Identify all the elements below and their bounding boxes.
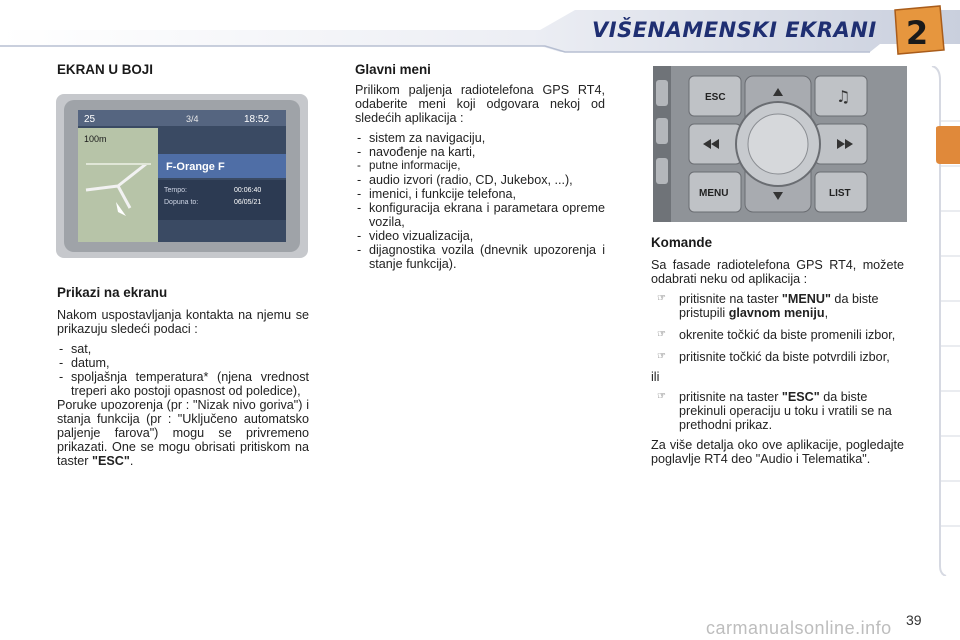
main-menu-section [355,63,605,271]
header-band [0,0,960,52]
main-menu-ref: glavnom meniju [728,306,825,320]
commands-intro: Sa fasade radiotelefona GPS RT4, možete odabrati neku od aplikacija : [651,258,904,286]
list-item: - datum, [57,356,309,370]
esc-button[interactable]: ESC [705,92,726,103]
screen-field2-value: 06/05/21 [234,199,262,206]
step-item: ☞ okrenite točkić da biste promenili izbor, [657,328,896,342]
color-screen-photo [56,94,308,258]
displays-section [57,286,309,468]
screen-field1-value: 00:06:40 [234,187,262,194]
chapter-number: 2 [905,14,929,52]
esc-key-ref: "ESC" [92,454,130,468]
section-heading-displays: Prikazi na ekranu [57,285,168,300]
section-heading-commands: Komande [651,235,713,250]
esc-key-ref: "ESC" [781,390,820,404]
menu-key-ref: "MENU" [781,292,831,306]
warnings-note-end: . [129,454,134,468]
main-menu-list [355,131,605,271]
list-item: - spoljašnja temperatura* (njena vrednost treperi ako postoji opasnost od poledice), [57,370,309,398]
list-item: - navođenje na karti, [355,145,605,159]
warnings-note [57,398,309,468]
radio-controls-photo [653,66,907,222]
list-item: - putne informacije, [355,159,605,173]
list-item: - imenici, i funkcije telefona, [355,187,605,201]
list-button[interactable]: LIST [829,188,851,199]
commands-steps-alt [651,390,904,432]
list-item: - sistem za navigaciju, [355,131,605,145]
section-heading-main-menu: Glavni meni [355,62,431,77]
pointing-hand-icon: ☞ [657,293,666,304]
displays-intro: Nakom uspostavljanja kontakta na njemu se prikazuju sledeći podaci : [57,308,309,336]
or-text: ili [651,370,660,384]
chapter-tabs [926,66,960,576]
commands-steps [651,292,904,364]
screen-operator: F-Orange F [166,161,225,173]
screen-time: 18:52 [244,114,270,125]
list-item: - sat, [57,342,309,356]
commands-section [651,236,904,466]
list-item: - dijagnostika vozila (dnevnik upozorenja i stanje funkcija). [355,243,605,271]
page-number: 39 [906,612,922,628]
pointing-hand-icon: ☞ [657,351,666,362]
step-item: ☞ pritisnite na taster "MENU" da biste pristupili glavnom meniju, [657,292,879,320]
section-heading-color-screen: EKRAN U BOJI [57,62,153,77]
list-item: - audio izvori (radio, CD, Jukebox, ...), [355,173,605,187]
step-item: ☞ pritisnite točkić da biste potvrdili izbor, [657,350,890,364]
commands-outro: Za više detalja oko ove aplikacije, pogledajte poglavlje RT4 deo "Audio i Telematika". [651,438,904,466]
chapter-title: VIŠENAMENSKI EKRANI [592,18,877,42]
displays-list [57,342,309,398]
step-item: ☞ pritisnite na taster "ESC" da biste prekinuli operaciju u toku i vratili se na prethodni prikaz. [657,390,892,432]
music-note-icon: ♫ [836,87,851,106]
watermark: carmanualsonline.info [706,618,892,638]
left-column [57,63,309,77]
main-menu-intro: Prilikom paljenja radiotelefona GPS RT4, odaberite meni koji odgovara nekoj od sledećih aplikacija : [355,83,605,125]
screen-date: 3/4 [186,114,199,124]
warnings-note-text: Poruke upozorenja (pr : "Nizak nivo goriva") i stanja funkcija (pr : "Uključeno automatsko paljenje farova") mogu se privremeno prikazati. One se mogu obrisati pritiskom na taster [57,398,309,468]
pointing-hand-icon: ☞ [657,329,666,340]
list-item: - konfiguracija ekrana i parametara opreme vozila, [355,201,605,229]
screen-field1-label: Tempo: [164,187,187,194]
pointing-hand-icon: ☞ [657,391,666,402]
menu-button[interactable]: MENU [699,188,729,199]
list-item: - video vizualizacija, [355,229,605,243]
screen-scale: 100m [84,134,107,144]
screen-field2-label: Dopuna to: [164,199,199,206]
screen-time-left: 25 [84,114,96,125]
